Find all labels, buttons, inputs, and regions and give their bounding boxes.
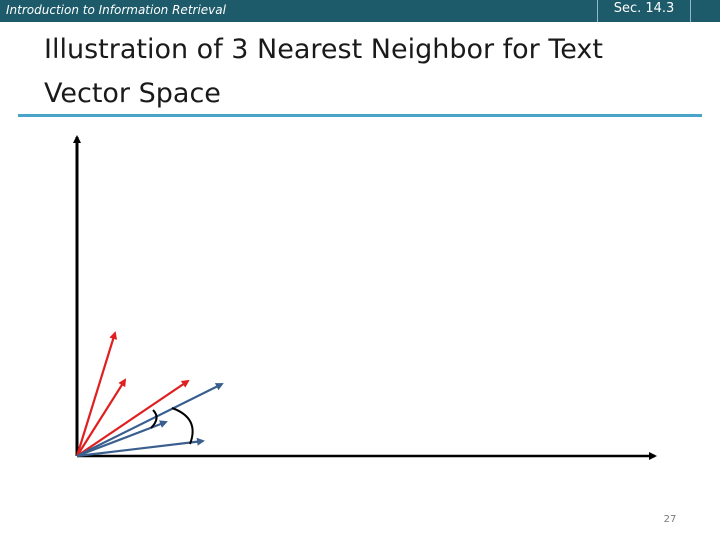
slide-title: Illustration of 3 Nearest Neighbor for Text Vector Space bbox=[44, 34, 603, 109]
large-angle-arc bbox=[172, 408, 193, 444]
page-number: 27 bbox=[663, 514, 677, 525]
red-vector bbox=[77, 333, 115, 456]
course-title: Introduction to Information Retrieval bbox=[6, 3, 226, 17]
section-label: Sec. 14.3 bbox=[613, 1, 675, 16]
